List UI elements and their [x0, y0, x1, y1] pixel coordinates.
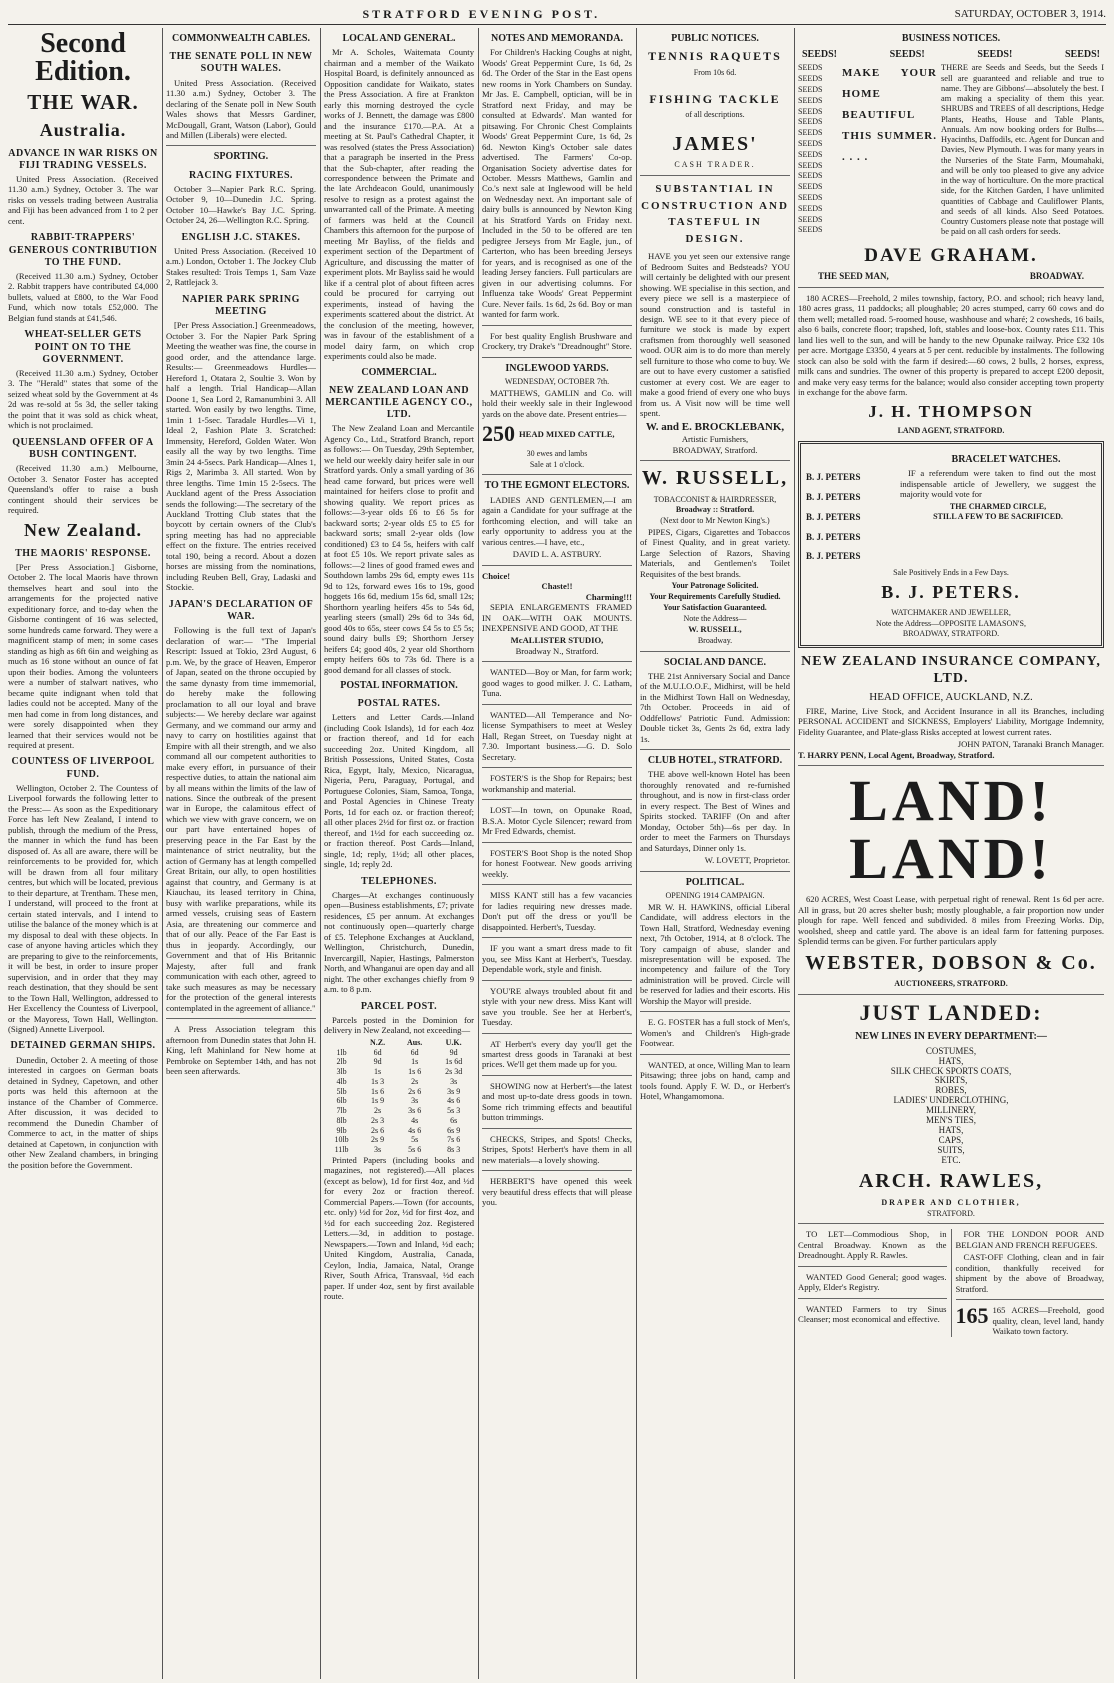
parcel-cell: 6d	[373, 1047, 382, 1057]
penn-sign: T. HARRY PENN, Local Agent, Broadway, Stratford.	[798, 749, 995, 760]
small-ad-2: FOR THE LONDON POOR AND BELGIAN AND FRENCH REFUGEES.	[955, 1229, 1104, 1250]
nzi-head-office: HEAD OFFICE, AUCKLAND, N.Z.	[869, 691, 1033, 704]
parcel-row	[324, 1087, 474, 1097]
russell-name-2: W. RUSSELL,	[688, 624, 742, 635]
peters-address: BROADWAY, STRATFORD.	[902, 629, 1000, 639]
parcel-cell: 8s 3	[447, 1145, 461, 1155]
parcel-cell: 5s 3	[447, 1106, 461, 1116]
james-heading: JAMES'	[672, 132, 758, 155]
sepia-text: SEPIA ENLARGEMENTS FRAMED IN OAK—WITH OAK MOUNTS. INEXPENSIVE AND GOOD, AT THE	[482, 602, 632, 633]
parcel-row	[324, 1106, 474, 1116]
rawles-address: STRATFORD.	[927, 1208, 975, 1218]
thompson-sub: LAND AGENT, STRATFORD.	[897, 426, 1005, 436]
nzi-heading: NEW ZEALAND INSURANCE COMPANY, LTD.	[801, 654, 1101, 687]
seeds-word: SEEDS	[798, 138, 823, 148]
parcel-cell: 2s	[411, 1076, 419, 1086]
stock-line: HATS,	[938, 1055, 964, 1066]
business-heading: BUSINESS NOTICES.	[901, 33, 1001, 44]
rawles-name: ARCH. RAWLES,	[858, 1170, 1044, 1193]
parcel-cell: 2s 6	[408, 1086, 422, 1096]
nzloan-text: The New Zealand Loan and Mercantile Agency Co., Ltd., Stratford Branch, report as follows:— On Tuesday, 29th September, we held our weekly dairy heifer sale in our Stratford yards. Only a small yarding of 36 head came forward, but prices were well maintained for heifers close to profit and showing quality. We report prices as follows:—3-year olds £6 to £6 5s for backward sorts; 2-year olds £5 to £5 for backward sorts; small 2-year olds (low conditioned) £3 to £4 5s, heifers with calf at foot £5 10s. We report private sales as follows:—2 lines of good framed ewes and Southdown lambs 29s 6d, empty ewes 11s 9d to 12s, forward ewes 16s to 19s, good hoggets 16s 6d, medium 15s 6d, small 12s; Shorthorn yearling heifers 45s to 54s 6d, yearling steers (small) 29s 6d to 34s 6d, good 40s to 65s, steer cows £4 5s to £5 5s; sound dairy bulls £9; Shorthorn Jersey heifers £4; good 40s, 2 year old Shorthorn empty heifers 60s to 73s 6d. There is a good demand for all classes of stock.	[324, 423, 474, 675]
parcel-cell: 7lb	[336, 1106, 347, 1116]
peters-list-item: B. J. PETERS	[806, 492, 861, 503]
liverpool-text: Wellington, October 2. The Countess of Liverpool forwards the following letter to the Press:— As soon as the Expeditionary Force has left New Zealand, I intend to publish, through the medium of the Press, the manner in which the fund has been disposed of. As all are aware, there will be reinforcements to be provided for, which will be drawn from all four military centres, but which will be located, previous to their departure, at Trentham. These men, I understand, will proceed to the front at certain stated intervals, and I intend to utilise the balance of the money which is at my disposal to deal with these objects. In case of anyone having articles which they are preparing to give to the reinforcements, it will be best, in order to insure proper supervision, and in order that they may reach destination, that they should be sent to the Town Hall, Wellington, addressed to Her Excellency the Countess of Liverpool, or the Mayoress, Town Hall, Wellington. (Signed) Annette Liverpool.	[8, 782, 158, 1034]
ewes-text: 30 ewes and lambs	[526, 448, 588, 458]
local-heading: LOCAL AND GENERAL.	[342, 33, 456, 44]
parcel-cell: 2s 3	[371, 1115, 385, 1125]
parcel-table	[324, 1038, 474, 1155]
parcel-cell: 1s 6d	[445, 1057, 463, 1067]
small-ad-4: CAST-OFF Clothing, clean and in fair condition, thankfully received for shipment by the above of Broadway, Stratford.	[955, 1252, 1104, 1294]
foster-1: FOSTER'S is the Shop for Repairs; best workmanship and material.	[482, 773, 632, 794]
studio-name: McALLISTER STUDIO,	[510, 635, 604, 646]
small-ad-1: TO LET—Commodious Shop, in Central Broadway. Known as the Dreadnought. Apply R. Rawles.	[798, 1229, 947, 1261]
stock-line: HATS,	[938, 1124, 964, 1135]
wanted-3: WANTED, at once, Willing Man to learn Pitsawing; three jobs on hand, camp and tools found. Apply F. W. D., or Herbert's Hotel, Whangamomona.	[640, 1059, 790, 1102]
cattle-number: 250	[482, 421, 515, 447]
paton-sign: JOHN PATON, Taranaki Branch Manager.	[957, 739, 1104, 750]
parcel-cell: 9d	[449, 1047, 458, 1057]
russell-next: (Next door to Mr Newton King's.)	[660, 516, 770, 526]
napier-heading: NAPIER PARK SPRING MEETING	[182, 293, 300, 318]
peters-sub: WATCHMAKER AND JEWELLER,	[891, 607, 1011, 617]
senate-text: United Press Association. (Received 11.30 a.m.) Sydney, October 3. The declaring of the Senate poll in New South Wales shows that Messrs Gardiner, McDougall, Grant, Watson (Labor), Gould and Millen (Liberals) were elected.	[166, 77, 316, 140]
stock-lines	[798, 1047, 1104, 1166]
inglewood-date: WEDNESDAY, OCTOBER 7th.	[504, 376, 610, 386]
telephones-text: Charges—At exchanges continuously open—Business establishments, £7; private residences, £5 per annum. At exchanges not continuously open—quarterly charge of £5. Telephone Exchanges at Auckland, Wellington, Christchurch, Dunedin, Invercargill, Napier, Hastings, Palmerston North, and Whanganui are open day and all night. The other exchanges chiefly from 9 a.m. to 8 p.m.	[324, 889, 474, 995]
rabbit-heading: RABBIT-TRAPPERS' GENEROUS CONTRIBUTION TO THE FUND.	[8, 232, 158, 268]
fishing-sub: of all descriptions.	[685, 110, 745, 120]
tennis-price: From 10s 6d.	[693, 67, 737, 77]
peters-list-item: B. J. PETERS	[806, 531, 861, 542]
parcel-cell: 6s 9	[447, 1125, 461, 1135]
rates-heading: POSTAL RATES.	[357, 698, 441, 710]
parcel-cell: 2lb	[336, 1057, 347, 1067]
seeds-word: SEEDS	[798, 160, 823, 170]
notes-heading: NOTES AND MEMORANDA.	[491, 33, 623, 44]
column-notes	[482, 28, 632, 1679]
requirements-text: Your Requirements Carefully Studied.	[649, 592, 781, 602]
seeds-head-3: SEEDS!	[977, 49, 1013, 61]
masthead-title: STRATFORD EVENING POST.	[362, 6, 601, 21]
column-cables	[166, 28, 316, 1679]
peters-list	[806, 468, 896, 567]
queensland-text: (Received 11.30 a.m.) Melbourne, October 3. Senator Foster has accepted Queensland's offer to raise a bush contingent should their services be required.	[8, 463, 158, 516]
cables-heading: COMMONWEALTH CABLES.	[172, 33, 310, 44]
herberts-1: YOU'RE always troubled about fit and style with your new dress. Miss Kant will save you trouble. See her at Herbert's, Tuesday.	[482, 985, 632, 1028]
checks-notice: CHECKS, Stripes, and Spots! Checks, Stripes, Spots! Herbert's have them in all new materials—a lovely showing.	[482, 1133, 632, 1165]
seeds-word: SEEDS	[798, 203, 823, 213]
parcel-cell: 1lb	[336, 1047, 347, 1057]
studio-address: Broadway N., Stratford.	[515, 645, 599, 656]
sporting-heading: SPORTING.	[213, 151, 269, 163]
land-heading: LAND! LAND!	[849, 768, 1053, 892]
parcel-cell: 11lb	[334, 1145, 349, 1155]
patronage-text: Your Patronage Solicited.	[671, 581, 759, 591]
charmed-heading: THE CHARMED CIRCLE,	[949, 501, 1047, 511]
kant-2: IF you want a smart dress made to fit you, see Miss Kant at Herbert's, Tuesday. Dependable work, style and finish.	[482, 943, 632, 975]
japan-heading: JAPAN'S DECLARATION OF WAR.	[168, 598, 314, 623]
parcel-cell: 3s	[411, 1096, 419, 1106]
parcel-row	[324, 1116, 474, 1126]
german-heading: DETAINED GERMAN SHIPS.	[10, 1040, 156, 1052]
notes-text: For Children's Hacking Coughs at night, Woods' Great Peppermint Cure, 1s 6d, 2s 6d. The Order of the Star in the East opens new rooms in York Chambers on Sunday. Mr Jas. E. Campbell, optician, will be in Stratford next Friday, and may be consulted at Edwards'. Man wanted for pitsawing. For Chronic Chest Complaints Woods' Great Peppermint Cure, 1s 6d, 2s 6d. Newton King's October sale dates advertised. The Farmers' Co-op. Organisation Society advertise dates for October. Messrs Matthews, Gamlin and Co.'s next sale at Inglewood will be held on Wednesday next. An important sale of dairy bulls is announced by Newton King at his Stratford Yards on Friday next. Included in the 50 to be offered are ten pedigree Jerseys from Mr Eagle, jun., of Carterton, who has been breeding Jerseys for years, and is recognised as one of the leading Jersey fanciers. Full particulars are given in our advertising columns. For Influenza take Woods' Great Peppermint Cure. Never fails. 1s 6d, 2s 6d. Boy or man wanted for farm work.	[482, 47, 632, 320]
cash-trader: CASH TRADER.	[674, 160, 756, 170]
senate-heading: THE SENATE POLL IN NEW SOUTH WALES.	[169, 51, 313, 75]
stock-line: SUITS,	[937, 1144, 965, 1155]
masthead	[8, 6, 1106, 22]
new-lines: NEW LINES IN EVERY DEPARTMENT:—	[855, 1030, 1047, 1042]
parcel-cell: 6d	[410, 1047, 419, 1057]
seeds-word: SEEDS	[798, 106, 823, 116]
public-heading: PUBLIC NOTICES.	[671, 33, 759, 44]
egmont-sign: DAVID L. A. ASTBURY.	[512, 549, 602, 560]
column-local	[324, 28, 474, 1679]
masthead-date: SATURDAY, OCTOBER 3, 1914.	[954, 8, 1106, 20]
parcel-cell: 10lb	[334, 1135, 349, 1145]
nzloan-heading: NEW ZEALAND LOAN AND MERCANTILE AGENCY CO., LTD.	[325, 384, 473, 421]
rates-text: Letters and Letter Cards.—Inland (including Cook Islands), 1d for each 4oz or fraction thereof, and 1d for each succeeding 2oz. United Kingdom, all British Possessions, United States, Costa Rica, Egypt, Italy, Mexico, Nicaragua, Nigeria, Peru, Paraguay, Portugal, and Portuguese Colonies, Siam, Samoa, Tonga, and Postal Agencies in Chinese Treaty Ports, 1d for each oz. or fraction thereof; all other places 2½d for first oz. or fraction thereof, and 1½d for each succeeding oz. or fraction thereof. Post Cards—Inland, single, 1d; reply, 1½d; all other places, single, 1d; reply 2d.	[324, 712, 474, 870]
parcel-cell: 2s 9	[371, 1135, 385, 1145]
social-text: THE 21st Anniversary Social and Dance of the M.U.I.O.O.F., Midhirst, will be held in the Midhirst Town Hall on Wednesday, 7th October. Proceeds in aid of Oddfellows' Patriotic Fund. Admission: Double ticket 3s, Gents 2s 6d, extra lady 1s.	[640, 670, 790, 744]
english-heading: ENGLISH J.C. STAKES.	[181, 231, 301, 243]
brocklebank-name: W. and E. BROCKLEBANK,	[645, 420, 785, 433]
seeds-column	[798, 63, 838, 237]
bedroom-text: HAVE you yet seen our extensive range of Bedroom Suites and Bedsteads? YOU will certainly be delighted with our present showing. WE specialise in this section, and every piece we sell is a masterpiece of sound construction and is tasteful in design. WE see to it that every piece of furniture we stock is made by expert craftsmen from thoroughly well seasoned wood. OUR aim is to do more than merely sell furniture to those who come to buy. We are out to have every customer a satisfied customer at every cost. We are eager to make a good friend of every one who buys from us. A Visit now will be time well spent.	[640, 251, 790, 419]
parcel-row	[324, 1048, 474, 1058]
seeds-head-1: SEEDS!	[802, 49, 838, 61]
column-business	[798, 28, 1104, 1679]
stock-line: COSTUMES,	[925, 1045, 977, 1056]
risks-heading: ADVANCE IN WAR RISKS ON FIJI TRADING VESSELS.	[8, 147, 158, 171]
japan-text: Following is the full text of Japan's declaration of war:— "The Imperial Rescript: Issued at Tokio, 23rd August, 6 p.m. We, by the grace of Heaven, Emperor of Japan, seated on the throne occupied by the same dynasty from time immemorial, do hereby make the following proclamation to all our loyal and brave subjects:— We hereby declare war against Germany, and we command our army and navy to carry on hostilities against that Empire with all their strength, and we also command all our competent authorities to make every effort, in pursuance of their respective duties, to attain the national aim by all means within the limits of the law of nations. Since the outbreak of the present war in Europe, the calamitous effect of which we view with grave concern, we on our part have entertained hopes of preserving peace in the Far East by the maintenance of strict neutrality, but the action of Germany has at length compelled Great Britain, our ally, to open hostilities against that country, and Germany is at Kiauchau, its leased territory in China, busy with warlike preparations, while its armed vessels, cruising seas of Eastern Asia, are threatening our commerce and that of our ally. Peace of the Far East is thus in jeopardy. Accordingly, our Government and that of His Britannic Majesty, after full and frank communication with each other, agreed to take such measures as may be necessary for the protection of the general interests contemplated in the agreement of alliance."	[166, 625, 316, 1013]
stock-line: LADIES' UNDERCLOTHING,	[893, 1095, 1009, 1106]
pipes-text: PIPES, Cigars, Cigarettes and Tobaccos of Finest Quality, and in great variety. Large Selection of Razors, Shaving Materials, and Gentlemen's Toilet Requisites of the best brands.	[640, 526, 790, 579]
seeds-head-2: SEEDS!	[889, 49, 925, 61]
foster-3: E. G. FOSTER has a full stock of Men's, Women's and Children's High-grade Footwear.	[640, 1017, 790, 1049]
parcel-cell: 3s 6	[408, 1106, 422, 1116]
seeds-word: SEEDS	[798, 171, 823, 181]
sale-time: Sale at 1 o'clock.	[529, 459, 585, 469]
club-heading: CLUB HOTEL, STRATFORD.	[647, 755, 783, 767]
still-heading: STILL A FEW TO BE SACRIFICED.	[933, 512, 1063, 522]
liverpool-heading: COUNTESS OF LIVERPOOL FUND.	[11, 756, 155, 780]
parcel-row	[324, 1077, 474, 1087]
parcel-cell: 4s	[411, 1115, 419, 1125]
parcel-cell: 1s 9	[371, 1096, 385, 1106]
column-rule	[320, 28, 321, 1679]
parcel-cell: 1s 6	[408, 1067, 422, 1077]
stock-line: ETC.	[941, 1154, 961, 1165]
parcel-col-head	[324, 1038, 359, 1048]
russell-address: Broadway :: Stratford.	[675, 505, 755, 515]
parcel-cell: 2s 3d	[445, 1067, 463, 1077]
parcel-cell: 3s 9	[447, 1086, 461, 1096]
cattle-text: HEAD MIXED CATTLE,	[519, 429, 615, 440]
parcel-row	[324, 1096, 474, 1106]
webster-sub: AUCTIONEERS, STRATFORD.	[894, 979, 1008, 989]
parcel-cell: 1s 6	[371, 1086, 385, 1096]
russell-name: W. RUSSELL,	[641, 467, 789, 490]
graham-sub: THE SEED MAN,	[818, 270, 889, 281]
parcel-row	[324, 1135, 474, 1145]
farm-text: 180 ACRES—Freehold, 2 miles township, factory, P.O. and school; rich heavy land, 180 acres grass, 11 paddocks; all ploughable; 20 acres stumped, carry 60 cows and do them well; metalled road. 5-roomed house, washhouse and wharé; 2 cowsheds, 16 bails, also 6 bails, concrete floor; trapshed, loft, stables and loose-box. County rates £11. This land lies well to the sun, and will be handy to the new Opunake railway. Price £32 10s per acre. Mortgage £3350, 4 years at 5 per cent. reducible by instalments. The following stock can also be sold with the farm if desired:—60 cows, 2 bulls, 2 horses, express, milk cans and sundries. The owner of this property is prepared to accept £200 deposit, and make very easy terms for the balance; would also consider accepting town property in exchange for the above farm.	[798, 292, 1104, 398]
seeds-word: SEEDS	[798, 117, 823, 127]
parcel-cell: 1s	[411, 1057, 419, 1067]
parcel-cell: 8lb	[336, 1115, 347, 1125]
german-text: Dunedin, October 2. A meeting of those interested in cargoes on German boats detained in Sydney, Capetown, and other ports was held this afternoon at the instance of the Chamber of Commerce. After discussion, it was decided to recommend the Dunedin Chamber of Commerce to act, in the matter of ships detained at Capetown, in conjunction with other New Zealand chambers, in bringing the position before the Government.	[8, 1054, 158, 1170]
parcel-cell: 5s	[411, 1135, 419, 1145]
printed-text: Printed Papers (including books and magazines, not registered).—All places (except as below), 1d for first 4oz, and ½d for every 2oz or fraction thereof. Commercial Papers.—Town (for accounts, etc. only) ½d for 2oz, ½d for first 4oz, and ½d for each succeeding 2oz. Registered Letters.—3d, in addition to postage. Newspapers.—Town and Inland, ½d each; United Kingdom, Australia, Canada, Ceylon, India, Jamaica, Natal, Orange River, South Africa, Transvaal, ½d each paper. If under 4oz, sent by first available route.	[324, 1154, 474, 1302]
column-public	[640, 28, 790, 1679]
home-slogan: MAKE YOUR HOME BEAUTIFUL THIS SUMMER. . . . .	[842, 67, 937, 163]
small-ad-5: WANTED Farmers to try Sinus Cleanser; most economical and effective.	[798, 1303, 947, 1325]
brocklebank-sub: Artistic Furnishers,	[681, 434, 749, 445]
parcel-cell: 7s 6	[447, 1135, 461, 1145]
parcel-cell: 2s	[374, 1106, 382, 1116]
parcel-cell: 1s 3	[371, 1076, 385, 1086]
postal-heading: POSTAL INFORMATION.	[340, 680, 458, 692]
seeds-word: SEEDS	[798, 95, 823, 105]
note-address: Note the Address—	[683, 613, 747, 623]
tennis-heading: TENNIS RAQUETS	[648, 49, 782, 64]
thompson-name: J. H. THOMPSON	[868, 401, 1034, 421]
seeds-word: SEEDS	[798, 214, 823, 224]
seeds-word: SEEDS	[798, 63, 823, 73]
telephones-heading: TELEPHONES.	[361, 875, 437, 887]
social-heading: SOCIAL AND DANCE.	[664, 656, 766, 668]
russell-sub: TOBACCONIST & HAIRDRESSER,	[653, 494, 777, 504]
seeds-word: SEEDS	[798, 84, 823, 94]
parcel-cell: 1s	[374, 1067, 382, 1077]
kant-1: MISS KANT still has a few vacancies for ladies requiring new dresses made. Don't put off the dress or you'll be disappointed. Herbert's, Tuesday.	[482, 890, 632, 932]
seeds-head-4: SEEDS!	[1064, 49, 1100, 61]
telegram-text: A Press Association telegram this afternoon from Dunedin states that John H. King, left Mahinland for New home at Pembroke on September 14th, and has not been seen afterwards.	[166, 1024, 316, 1077]
russell-address-2: Broadway.	[697, 635, 733, 645]
racing-heading: RACING FIXTURES.	[188, 169, 294, 181]
seeds-word: SEEDS	[798, 149, 823, 159]
parcel-cell: 5s 6	[408, 1145, 422, 1155]
napier-text: [Per Press Association.] Greenmeadows, October 3. For the Napier Park Spring Meeting the weather was fine, the course in good order, and the attendance large. Results:— Greenmeadows Hurdles—Hereford 1, Otatara 2, Soultie 3. Won by half a length. Trial Handicap—Allan Doone 1, Sea Lord 2, Ramanumbini 3. All started. Won easily by two lengths. Time, 1min 1 1-5sec. Taradale Hurdles—Vi 1, Ideal 2, Fashion Plate 3. Scratched: Immensity, Hereford, Golden Water. Won easily all the way by two lengths. Time 3min 24 4-5secs. Park Handicap—Alnes 1, Rigs 2, Marimba 3. All started. Won by three lengths. Time 1min 15 2-5secs. The Auckland agent of the Press Association sends the following:—The secretary of the Auckland Trotting Club states that the boycott by certain owners of the Club's spring meeting has had no appreciable effect on the fixture. The entries received total 190, being a record. About a dozen horses are missing from the nominations, including Reuben Bell, Gray, Ladaski and Stockie.	[166, 320, 316, 593]
substantial-heading: SUBSTANTIAL IN CONSTRUCTION AND TASTEFUL IN DESIGN.	[641, 183, 789, 245]
bracelet-heading: BRACELET WATCHES.	[951, 454, 1061, 466]
herberts-2: AT Herbert's every day you'll get the smartest dress goods in Taranaki at best prices. We'll get them made up for you.	[482, 1038, 632, 1070]
small-ad-3: WANTED Good General; good wages. Apply, Elder's Registry.	[798, 1271, 947, 1293]
herberts-3: HERBERT'S have opened this week very beautiful dress effects that will please you.	[482, 1176, 632, 1208]
stock-line: SILK CHECK SPORTS COATS,	[890, 1065, 1012, 1076]
column-rule	[636, 28, 637, 1679]
rabbit-text: (Received 11.30 a.m.) Sydney, October 2. Rabbit trappers have contributed £4,000 bullets, valued at £800, to the War Food Fund, which now totals £52,000. The Belgian fund stands at £41,546.	[8, 270, 158, 323]
parcel-intro: Parcels posted in the Dominion for delivery in New Zealand, not exceeding—	[324, 1014, 474, 1036]
graham-name: DAVE GRAHAM.	[864, 244, 1038, 266]
australia-heading: Australia.	[39, 119, 127, 140]
parcel-col-head: U.K.	[445, 1037, 462, 1047]
seeds-word: SEEDS	[798, 74, 823, 84]
peters-list-item: B. J. PETERS	[806, 551, 861, 562]
parcel-cell: 5lb	[336, 1086, 347, 1096]
parcel-cell: 2s 6	[371, 1125, 385, 1135]
wheat-heading: WHEAT-SELLER GETS POINT ON TO THE GOVERNMENT.	[24, 329, 142, 365]
small-ad-6-number: 165	[955, 1303, 989, 1329]
peters-list-item: B. J. PETERS	[806, 472, 861, 483]
nz-heading: New Zealand.	[23, 519, 142, 540]
land-text: 620 ACRES, West Coast Lease, with perpetual right of renewal. Rent 1s 6d per acre. All in grass, but 20 acres shelter bush; mostly ploughable, a fair proportion now under plough for rape. Well fenced and subdivided. 8 miles from Freezing Works. Dip, woolshed, sheep and cattle yard. The above is an ideal farm for fattening purposes. Splendid terms can be given. For further particulars apply	[798, 894, 1104, 947]
stock-line: SKIRTS,	[934, 1075, 968, 1086]
seeds-word: SEEDS	[798, 128, 823, 138]
egmont-text: LADIES AND GENTLEMEN,—I am again a Candidate for your suffrage at the forthcoming election, and will take an early opportunity to address you at the various centres.—I have, etc.,	[482, 494, 632, 547]
graham-address: BROADWAY.	[1029, 270, 1084, 281]
column-rule	[478, 28, 479, 1679]
hawkins-text: MR W. H. HAWKINS, official Liberal Candidate, will address electors in the Town Hall, Stratford, Wednesday evening next, 7th October, 1914, at 8 o'clock. The Tory campaign of abuse, slander and misrepresentation will be exposed. The incompetency and failure of the Tory administration will be proved. Circle will be reserved for ladies and their escorts. His Worship the Mayor will preside.	[640, 901, 790, 1006]
maoris-heading: THE MAORIS' RESPONSE.	[15, 547, 151, 559]
masthead-rule	[8, 24, 1106, 25]
racing-text: October 3—Napier Park R.C. Spring. October 9, 10—Dunedin J.C. Spring. October 10—Hawke's Bay J.C. Spring. October 24, 26—Wellington R.C. Spring.	[166, 183, 316, 226]
parcel-cell: 4lb	[336, 1076, 347, 1086]
showing-notice: SHOWING now at Herbert's—the latest and most up-to-date dress goods in town. Some rich trimming effects and beautiful button trimmings.	[482, 1080, 632, 1123]
peters-list-item: B. J. PETERS	[806, 511, 861, 522]
nzi-text: FIRE, Marine, Live Stock, and Accident Insurance in all its Branches, including PERSONAL ACCIDENT and SICKNESS, Employers' Liability, Mortgage Indemnity, Fidelity Guarantee, and Plate-glass Risks accepted at lowest current rates.	[798, 705, 1104, 737]
foster-2: FOSTER'S Boot Shop is the noted Shop for honest Footwear. New goods arriving weekly.	[482, 847, 632, 879]
webster-name: WEBSTER, DOBSON & Co.	[805, 951, 1097, 974]
choice-3: Charming!!!	[585, 591, 632, 602]
choice-2: Chaste!!	[541, 581, 573, 592]
parcel-col-head: N.Z.	[370, 1037, 386, 1047]
inglewood-text: MATTHEWS, GAMLIN and Co. will hold their weekly sale in their Inglewood yards on the above date. Present entries—	[482, 387, 632, 419]
parcel-row	[324, 1067, 474, 1077]
maoris-text: [Per Press Association.] Gisborne, October 2. The local Maoris have thrown themselves heart and soul into the arrangements for the projected native expeditionary force, and to-day when the Gisborne contingent of 16 was selected, some hundreds came forward. They were a magnificent stamp of men; in some cases standing as high as 6ft 6in and weighing as much as 16 stone without an ounce of fat upon their bodies. Among the volunteers were a number of stalwart natives, who became quite indignant when told that ladies could not be accepted. Many of the men had come in from long distances, and were sorely disappointed when they learned that their services would not be required at present.	[8, 561, 158, 750]
parcel-cell: 9d	[373, 1057, 382, 1067]
parcel-cell: 4s 6	[447, 1096, 461, 1106]
parcel-cell: 4s 6	[408, 1125, 422, 1135]
peters-note: Note the Address—OPPOSITE LAMASON'S,	[876, 618, 1026, 628]
peters-ad	[798, 441, 1104, 648]
wanted-2: WANTED—All Temperance and No-license Sympathisers to meet at Wesley Hall, Regan Street, on Tuesday night at 7.30. Important business.—G. D. Solo Secretary.	[482, 709, 632, 762]
parcel-cell: 3lb	[336, 1067, 347, 1077]
queensland-heading: QUEENSLAND OFFER OF A BUSH CONTINGENT.	[12, 436, 154, 460]
inglewood-heading: INGLEWOOD YARDS.	[505, 362, 609, 374]
parcel-cell: 9lb	[336, 1125, 347, 1135]
stock-line: MILLINERY,	[925, 1105, 977, 1116]
wheat-text: (Received 11.30 a.m.) Sydney, October 3. The "Herald" states that some of the seized wheat sold by the Government at 4s 2d was re-sold at 5s 3d, the seller taking the point that it was sold as chick wheat, which is not proclaimed.	[8, 367, 158, 431]
fishing-heading: FISHING TACKLE	[649, 91, 781, 106]
sale-ends: Sale Positively Ends in a Few Days.	[893, 568, 1009, 578]
lovett-sign: W. LOVETT, Proprietor.	[704, 855, 790, 866]
parcel-heading: PARCEL POST.	[360, 1000, 438, 1012]
stock-line: MEN'S TIES,	[926, 1115, 976, 1126]
parcel-cell: 6s	[450, 1115, 458, 1125]
edition-heading: Second Edition.	[35, 28, 131, 87]
small-ad-6: 165 ACRES—Freehold, good quality, clean, level land, handy Waikato town factory.	[992, 1305, 1104, 1337]
parcel-cell: 3s	[450, 1076, 458, 1086]
seeds-word: SEEDS	[798, 192, 823, 202]
stock-line: ROBES,	[935, 1085, 967, 1096]
club-text: THE above well-known Hotel has been thoroughly renovated and re-furnished throughout, and is now in first-class order in every respect. The Best of Wines and Spirits stocked. TARIFF (On and after Monday, October 5th)—6s per day. In order to meet the Farmers on Thursdays and Saturdays, Dinner only 1s.	[640, 769, 790, 853]
column-rule	[794, 28, 795, 1679]
parcel-row	[324, 1057, 474, 1067]
stock-line: CAPS,	[938, 1134, 964, 1145]
egmont-heading: TO THE EGMONT ELECTORS.	[484, 480, 630, 492]
campaign-heading: OPENING 1914 CAMPAIGN.	[665, 890, 765, 900]
column-rule	[162, 28, 163, 1679]
local-text: Mr A. Scholes, Waitemata County chairman and a member of the Waikato Hospital Board, is definitely announced as Opposition candidate for Waikato, states the Press Association. A fire at Frankton early this morning destroyed the cycle works of J. Bennett, the damage was £800 and the insurance £170.—P.A. At a meeting at St. Paul's Cathedral Chapter, it was resolved (states the Press Association) that a paragraph be inserted in the Press that the Sub-chapter, after reading the correspondence between the Primate and the late Archdeacon Gould, unanimously resolve to resign as a protest against the unwarranted call of the Primate. A meeting of farmers was held at the Council Chambers this afternoon for the purpose of meeting Mr Bayliss, of the fields and experiment section of the Department of Agriculture, and discussing the matter of experiment plots. Mr Bayliss said he would like if a central plot of about fifteen acres could be procured for carrying out experiments, instead of having the experiments scattered about the district. At the conclusion of the meeting, however, was in favour of the establishment of a model dairy farm, on which crop experiments could also be made.	[324, 47, 474, 362]
lost-notice: LOST—In town, on Opunake Road, B.S.A. Motor Cycle Silencer; reward from Mr Fred Edwards, chemist.	[482, 805, 632, 837]
parcel-cell: 6lb	[336, 1096, 347, 1106]
just-landed: JUST LANDED:	[859, 999, 1043, 1025]
peters-name: B. J. PETERS.	[881, 582, 1021, 603]
guaranteed-text: Your Satisfaction Guaranteed.	[663, 602, 767, 612]
risks-text: United Press Association. (Received 11.30 a.m.) Sydney, October 3. The war risks on vessels trading between Australia and Fiji has been advanced from 1 to 2 per cent.	[8, 173, 158, 226]
political-heading: POLITICAL.	[685, 876, 745, 888]
column-war	[8, 28, 158, 1679]
seeds-word: SEEDS	[798, 225, 823, 235]
commercial-heading: COMMERCIAL.	[361, 366, 437, 378]
brushware-text: For best quality English Brushware and Crockery, try Drake's "Dreadnought" Store.	[482, 330, 632, 352]
english-text: United Press Association. (Received 10 a.m.) London, October 1. The Jockey Club Stakes resulted: Trois Temps 1, Sam Vaze 2, Rattlejack 3.	[166, 245, 316, 288]
choice-1: Choice!	[482, 570, 511, 581]
parcel-row	[324, 1145, 474, 1155]
war-heading: THE WAR.	[27, 90, 139, 114]
brocklebank-address: BROADWAY, Stratford.	[672, 444, 758, 455]
parcel-cell: 3s	[374, 1145, 382, 1155]
parcel-row	[324, 1126, 474, 1136]
rawles-sub: DRAPER AND CLOTHIER,	[881, 1197, 1021, 1207]
bracelet-text: IF a referendum were taken to find out the most indispensable article of Jewellery, we suggest the majority would vote for	[900, 468, 1096, 500]
seeds-word: SEEDS	[798, 182, 823, 192]
seeds-text: THERE are Seeds and Seeds, but the Seeds I sell are guaranteed and reliable and true to name. They are Gibbons'—absolutely the best. I am making a speciality of them this year. SHRUBS and TREES of all descriptions, Hedge Plants, Heaths, House and Table Plants, Annuals. Am now booking orders for Bulbs—Hyacinths, Daffodils, etc. Agent for Duncan and Davies, New Plymouth. I was for many years in the Nurseries of the State Farm, Moumahaki, and will be only too pleased to give any advice in the way of horticulture. On the more practical side, for the Kitchen Garden, I have unlimited quantities of Cabbage and Cauliflower Plants, and seeds of all kinds. Also Seed Potatoes. Country Customers please note that postage will be paid on all cash orders for seeds.	[941, 63, 1104, 237]
parcel-col-head: Aus.	[406, 1037, 423, 1047]
wanted-1: WANTED—Boy or Man, for farm work; good wages to good milker. J. C. Latham, Tuna.	[482, 667, 632, 699]
